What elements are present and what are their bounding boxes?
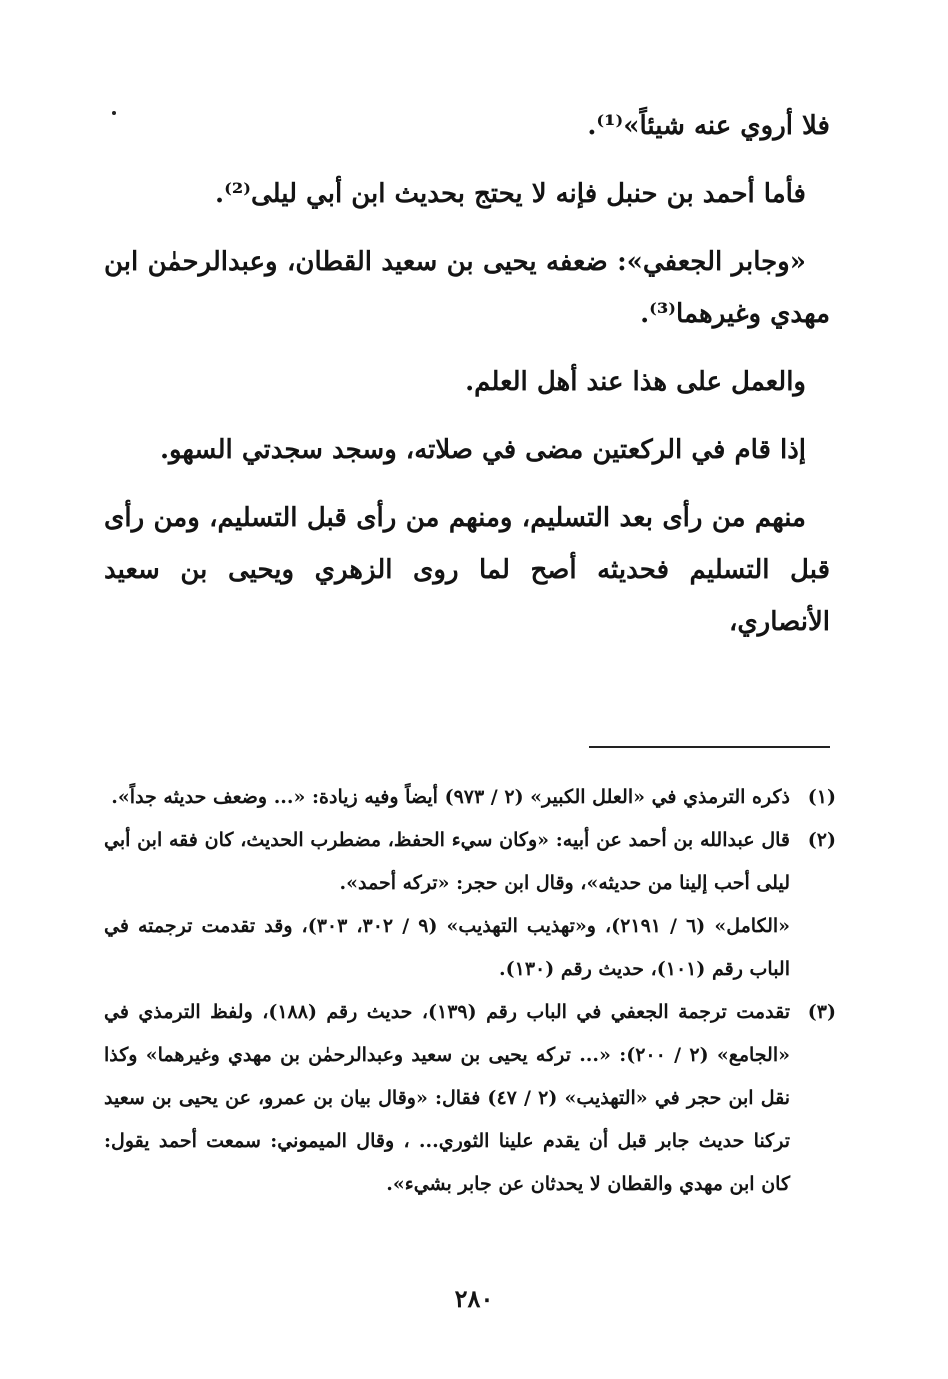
main-text bbox=[104, 100, 830, 664]
footnote-separator bbox=[589, 746, 830, 748]
footnote-number: (١) bbox=[807, 786, 836, 808]
paragraph-6: منهم من رأى بعد التسليم، ومنهم من رأى قبل التسليم، ومن رأى قبل التسليم فحديثه أصح لما روى الزهري ويحيى بن سعيد الأنصاري، bbox=[104, 503, 830, 637]
footnote-1 bbox=[104, 776, 836, 819]
paragraph-1: فلا أروي عنه شيئاً»⁽¹⁾. bbox=[587, 111, 830, 141]
paragraph-5: إذا قام في الركعتين مضى في صلاته، وسجد سجدتي السهو. bbox=[159, 435, 806, 465]
footnote-line: ذكره الترمذي في «العلل الكبير» (٢ / ٩٧٣) أيضاً وفيه زيادة: «... وضعف حديثه جداً». bbox=[111, 786, 790, 808]
paragraph-2: فأما أحمد بن حنبل فإنه لا يحتج بحديث ابن أبي ليلى⁽²⁾. bbox=[215, 179, 806, 209]
paragraph-4: والعمل على هذا عند أهل العلم. bbox=[465, 367, 806, 397]
footnote-line: تقدمت ترجمة الجعفي في الباب رقم (١٣٩)، حديث رقم (١٨٨)، ولفظ الترمذي في «الجامع» (٢ / ٢٠٠): «... تركه يحيى بن سعيد وعبدالرحمٰن بن مهدي وغيرهما» وكذا نقل ابن حجر في «التهذيب» (٢ / ٤٧) فقال: «وقال بيان بن عمرو، عن يحيى بن سعيد تركنا حديث جابر قبل أن يقدم علينا الثوري... ، وقال الميموني: سمعت أحمد يقول: كان ابن مهدي والقطان لا يحدثان عن جابر بشيء». bbox=[104, 1001, 790, 1195]
footnote-line: «الكامل» (٦ / ٢١٩١)، و«تهذيب التهذيب» (٩ / ٣٠٢، ٣٠٣)، وقد تقدمت ترجمته في الباب رقم (١٠١)، حديث رقم (١٣٠). bbox=[104, 915, 791, 980]
footnote-text bbox=[104, 819, 790, 991]
footnote-text bbox=[104, 991, 790, 1206]
footnote-3 bbox=[104, 991, 836, 1206]
page-number: ٢٨٠ bbox=[454, 1284, 494, 1313]
footnote-text bbox=[104, 776, 790, 819]
footnotes bbox=[104, 776, 836, 1206]
footnote-2 bbox=[104, 819, 836, 991]
paragraph-3: «وجابر الجعفي»: ضعفه يحيى بن سعيد القطان، وعبدالرحمٰن ابن مهدي وغيرهما⁽³⁾. bbox=[104, 247, 830, 329]
footnote-line: قال عبدالله بن أحمد عن أبيه: «وكان سيء الحفظ، مضطرب الحديث، كان فقه ابن أبي ليلى أحب إلينا من حديثه»، وقال ابن حجر: «تركه أحمد». bbox=[104, 829, 790, 894]
footnote-number: (٢) bbox=[807, 829, 836, 851]
footnote-number: (٣) bbox=[807, 1001, 836, 1023]
